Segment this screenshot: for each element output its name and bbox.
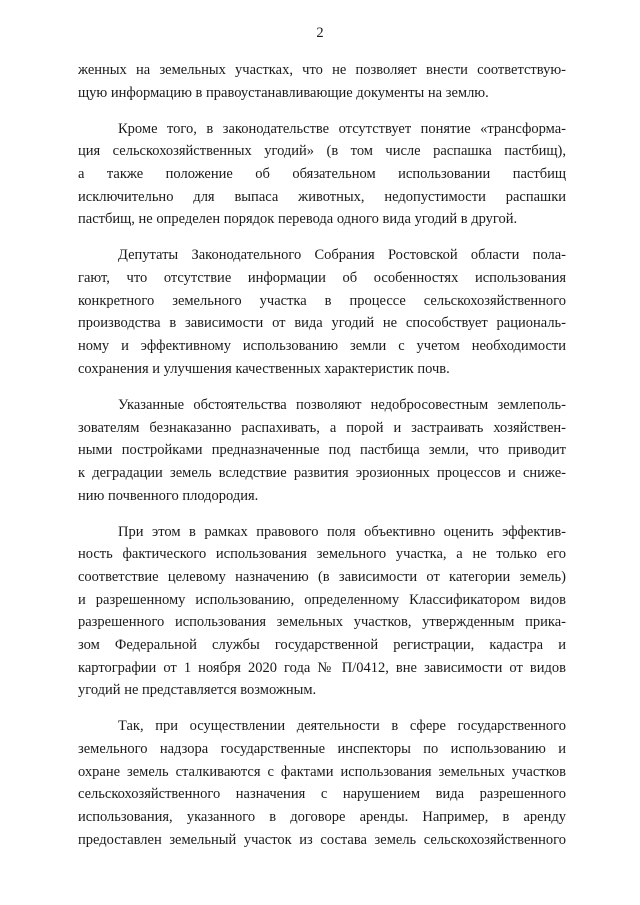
text-line: производства в зависимости от вида угодий не способствует рациональ-	[78, 315, 566, 332]
text-line: гают, что отсутствие информации об особенностях использования	[78, 270, 566, 287]
text-line: сохранения и улучшения качественных характеристик почв.	[78, 360, 450, 377]
text-line: исключительно для выпаса животных, недопустимости распашки	[78, 188, 566, 205]
text-line: картографии от 1 ноября 2020 года № П/0412, вне зависимости от видов	[78, 659, 566, 676]
text-line: При этом в рамках правового поля объективно оценить эффектив-	[118, 523, 566, 540]
text-line: Так, при осуществлении деятельности в сфере государственного	[118, 718, 566, 735]
paragraph	[78, 715, 566, 851]
text-line: сельскохозяйственного назначения с нарушением вида разрешенного	[78, 786, 566, 803]
text-line: Депутаты Законодательного Собрания Ростовской области пола-	[118, 247, 566, 264]
text-line: зователям безнаказанно распахивать, а порой и застраивать хозяйствен-	[78, 419, 566, 436]
page-number: 2	[316, 25, 324, 41]
text-line: использования, указанного в договоре аренды. Например, в аренду	[78, 809, 566, 826]
text-line: Кроме того, в законодательстве отсутствует понятие «трансформа-	[118, 120, 566, 137]
text-line: разрешенного использования земельных участков, утвержденным прика-	[78, 614, 566, 631]
text-line: земельного надзора государственные инспекторы по использованию и	[78, 741, 566, 758]
text-line: конкретного земельного участка в процессе сельскохозяйственного	[78, 292, 566, 309]
text-line: щую информацию в правоустанавливающие документы на землю.	[78, 84, 489, 101]
text-line: пастбищ, не определен порядок перевода одного вида угодий в другой.	[78, 211, 518, 228]
text-line: и разрешенному использованию, определенному Классификатором видов	[78, 591, 566, 608]
paragraph	[78, 394, 566, 507]
paragraph	[78, 521, 566, 703]
text-line: нию почвенного плодородия.	[78, 487, 259, 504]
text-line: ными постройками предназначенные под пастбища земли, что приводит	[78, 442, 566, 459]
paragraph	[78, 244, 566, 380]
text-line: зом Федеральной службы государственной регистрации, кадастра и	[78, 637, 566, 653]
text-line: женных на земельных участках, что не позволяет внести соответствую-	[78, 62, 566, 78]
text-line: Указанные обстоятельства позволяют недобросовестным землеполь-	[118, 396, 566, 413]
text-line: угодий не представляется возможным.	[78, 682, 317, 699]
text-line: ция сельскохозяйственных угодий» (в том числе распашка пастбищ),	[78, 143, 566, 160]
paragraph	[78, 118, 566, 231]
text-line: охране земель сталкиваются с фактами использования земельных участков	[78, 763, 566, 780]
text-line: предоставлен земельный участок из состава земель сельскохозяйственного	[78, 831, 566, 848]
document-body	[78, 59, 566, 851]
text-line: ному и эффективному использованию земли с учетом необходимости	[78, 338, 566, 355]
text-line: а также положение об обязательном использовании пастбищ	[78, 166, 566, 183]
text-line: ность фактического использования земельного участка, а не только его	[78, 546, 566, 563]
paragraph	[78, 59, 566, 104]
text-line: соответствие целевому назначению (в зависимости от категории земель)	[78, 568, 566, 585]
text-line: к деградации земель вследствие развития эрозионных процессов и сниже-	[78, 464, 566, 481]
